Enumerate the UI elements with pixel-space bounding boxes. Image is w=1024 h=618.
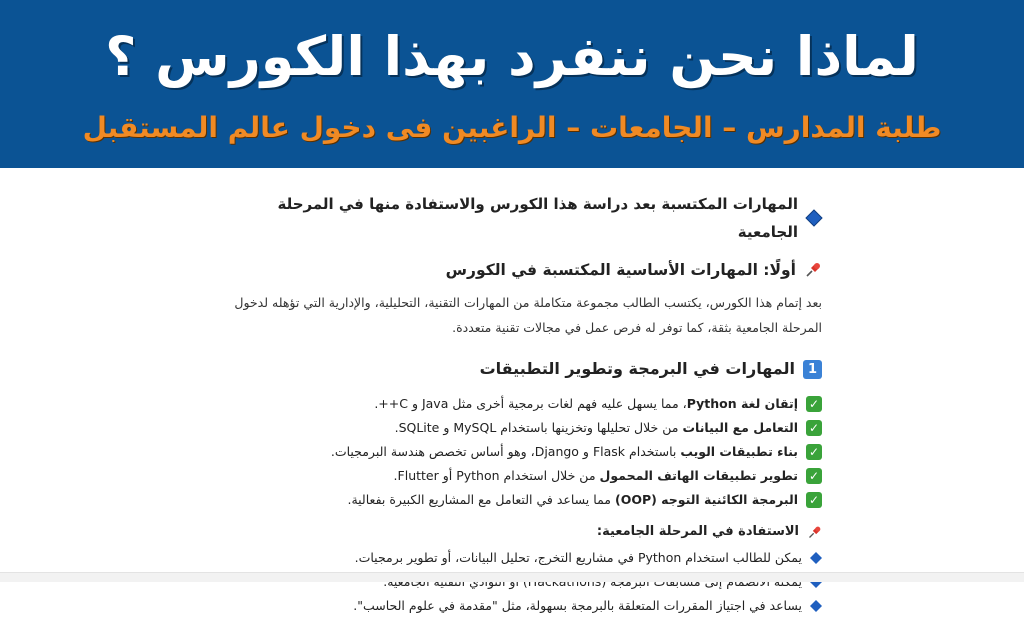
- pushpin-icon: [807, 525, 822, 540]
- banner-subtitle: طلبة المدارس – الجامعات – الراغبين فى دخول عالم المستقبل: [82, 111, 942, 144]
- university-benefit-title: الاستفادة في المرحلة الجامعية:: [596, 524, 799, 539]
- list-item-text: التعامل مع البيانات من خلال تحليلها وتخزينها باستخدام MySQL و SQLite.: [394, 420, 798, 435]
- programming-title: المهارات في البرمجة وتطوير التطبيقات: [479, 359, 795, 378]
- check-mark-icon: ✓: [806, 420, 822, 436]
- banner-title: لماذا نحن ننفرد بهذا الكورس ؟: [105, 25, 919, 88]
- list-item: [222, 440, 822, 464]
- blue-diamond-icon: [810, 552, 822, 564]
- list-item: [222, 392, 822, 416]
- page-bottom-edge: [0, 572, 1024, 582]
- list-item: [222, 464, 822, 488]
- list-item: [222, 488, 822, 512]
- paragraph-line: المرحلة الجامعية بثقة، كما توفر له فرص عمل في مجالات تقنية متعددة.: [452, 320, 822, 335]
- part1-title: أولًا: المهارات الأساسية المكتسبة في الكورس: [445, 261, 796, 279]
- list-item-text: تطوير تطبيقات الهاتف المحمول من خلال استخدام Python أو Flutter.: [393, 468, 798, 483]
- pushpin-icon: [804, 261, 822, 279]
- list-item: [222, 416, 822, 440]
- main-section-title: المهارات المكتسبة بعد دراسة هذا الكورس والاستفادة منها في المرحلة الجامعية: [277, 195, 798, 241]
- programming-list: [222, 392, 822, 512]
- main-section-heading: [222, 190, 822, 246]
- list-item-text: يساعد في اجتياز المقررات المتعلقة بالبرمجة بسهولة، مثل "مقدمة في علوم الحاسب".: [353, 598, 802, 613]
- check-mark-icon: ✓: [806, 444, 822, 460]
- list-item-text: إتقان لغة Python، مما يسهل عليه فهم لغات برمجية أخرى مثل Java و C++.: [374, 396, 798, 411]
- check-mark-icon: ✓: [806, 396, 822, 412]
- keycap-number-icon: 1: [803, 360, 822, 379]
- check-mark-icon: ✓: [806, 492, 822, 508]
- list-item: [222, 594, 822, 618]
- part1-heading: [222, 256, 822, 284]
- list-item-text: بناء تطبيقات الويب باستخدام Flask و Django، وهو أساس تخصص هندسة البرمجيات.: [330, 444, 798, 459]
- blue-diamond-icon: [806, 210, 822, 226]
- list-item-text: البرمجة الكائنية التوجه (OOP) مما يساعد في التعامل مع المشاريع الكبيرة بفعالية.: [347, 492, 798, 507]
- check-mark-icon: ✓: [806, 468, 822, 484]
- list-item: [222, 546, 822, 570]
- part1-paragraph: [222, 290, 822, 340]
- paragraph-line: بعد إتمام هذا الكورس، يكتسب الطالب مجموعة متكاملة من المهارات التقنية، التحليلية، والإدارية التي تؤهله لدخول: [234, 295, 822, 310]
- list-item-text: يمكن للطالب استخدام Python في مشاريع التخرج، تحليل البيانات، أو تطوير برمجيات.: [354, 550, 802, 565]
- programming-heading: [222, 354, 822, 384]
- header-banner: [0, 0, 1024, 168]
- blue-diamond-icon: [810, 600, 822, 612]
- university-benefit-list: [222, 546, 822, 618]
- university-benefit-heading: [222, 520, 822, 544]
- article-content: [222, 190, 822, 618]
